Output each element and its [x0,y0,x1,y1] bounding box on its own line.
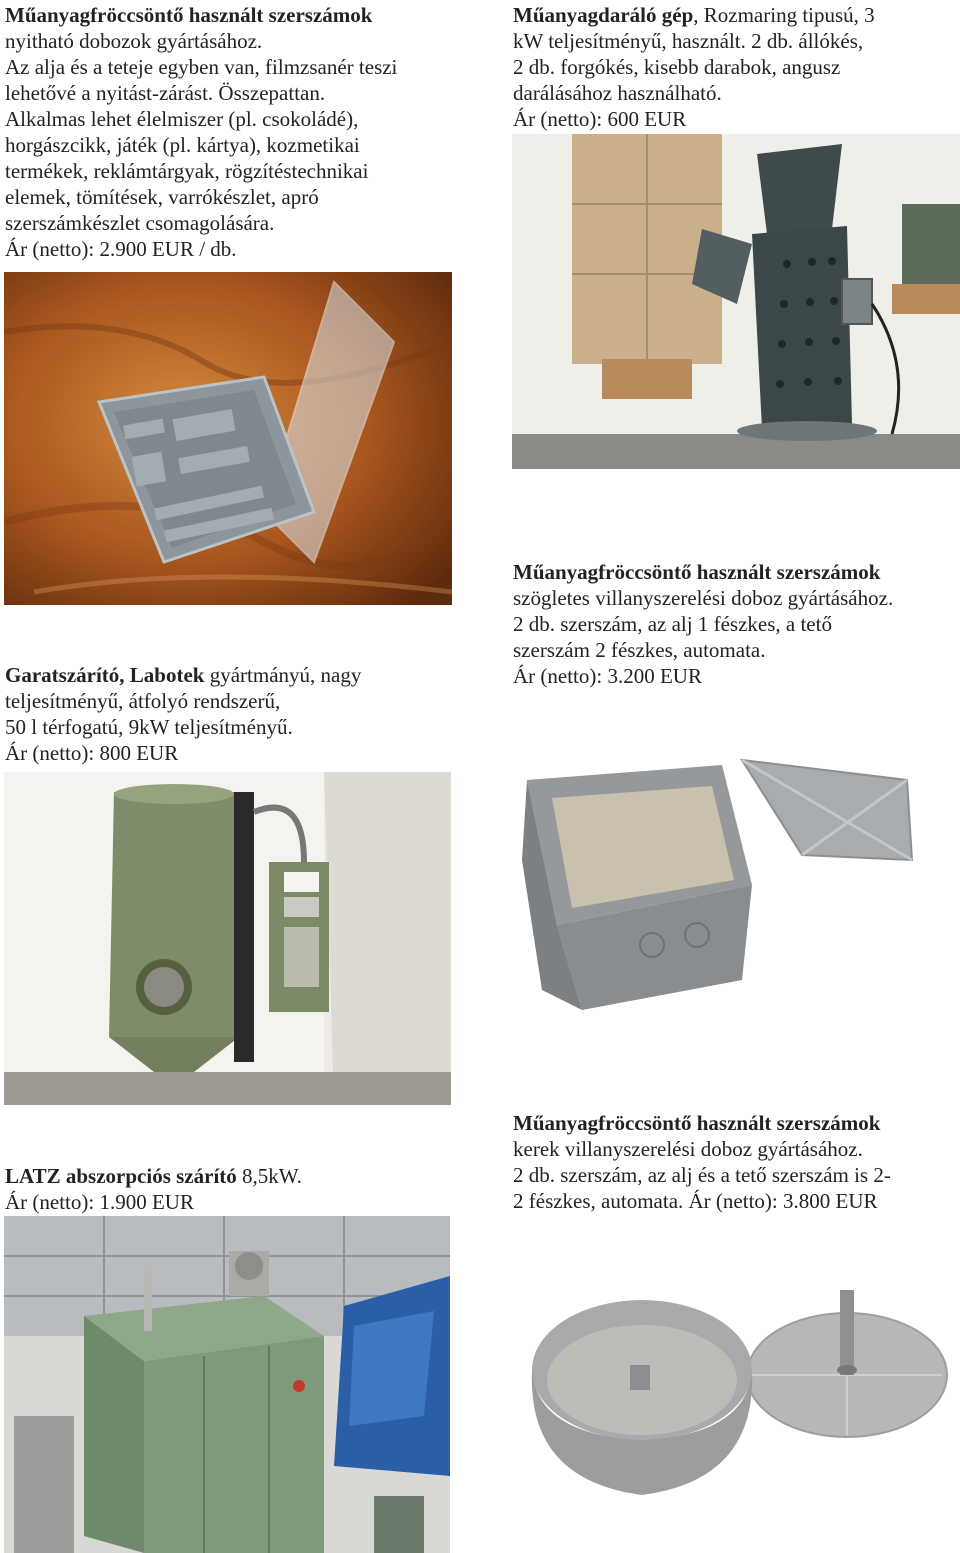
item-line: termékek, reklámtárgyak, rögzítéstechnikai [5,159,369,183]
item-line: 2 db. forgókés, kisebb darabok, angusz [513,55,841,79]
item-title-rest: , Rozmaring tipusú, 3 [693,3,875,27]
item-title-rest: gyártmányú, nagy [204,663,362,687]
item-price: Ár (netto): 2.900 EUR / db. [5,237,237,261]
item-price: Ár (netto): 800 EUR [5,741,179,765]
item-line: szerszám 2 fészkes, automata. [513,638,766,662]
item-title-rest: 8,5kW. [236,1164,302,1188]
item-line: 2 db. szerszám, az alj és a tető szerszám is 2- [513,1163,891,1187]
item-title: Műanyagfröccsöntő használt szerszámok [513,1111,881,1135]
item-line: nyitható dobozok gyártásához. [5,29,263,53]
item-line: Alkalmas lehet élelmiszer (pl. csokoládé), [5,107,359,131]
item-price: Ár (netto): 3.200 EUR [513,664,702,688]
photo-round-box [512,1220,960,1553]
item-price: Ár (netto): 600 EUR [513,107,687,131]
item-price: Ár (netto): 1.900 EUR [5,1190,194,1214]
item-box-mould-text [5,2,455,262]
item-line: horgászcikk, játék (pl. kártya), kozmetikai [5,133,360,157]
item-title: Műanyagdaráló gép [513,3,694,27]
item-dryer-text [5,662,455,766]
item-line: szerszámkészlet csomagolására. [5,211,275,235]
photo-grinder [512,134,960,469]
item-line: lehetővé a nyitást-zárást. Összepattan. [5,81,326,105]
item-line: kerek villanyszerelési doboz gyártásához. [513,1137,863,1161]
item-title: Műanyagfröccsöntő használt szerszámok [513,560,881,584]
item-line: kW teljesítményű, használt. 2 db. állókés, [513,29,864,53]
item-grinder-text [513,2,953,132]
photo-hopper-dryer [4,772,451,1105]
item-title: LATZ abszorpciós szárító [5,1164,237,1188]
item-title: Műanyagfröccsöntő használt szerszámok [5,3,373,27]
photo-square-box [512,690,960,1022]
item-square-box-mould-text [513,559,953,689]
item-line: elemek, tömítések, varrókészlet, apró [5,185,319,209]
item-round-box-mould-text [513,1110,953,1214]
item-line: 2 fészkes, automata. Ár (netto): 3.800 EUR [513,1189,878,1213]
photo-clear-box [4,272,452,605]
item-line: darálásához használható. [513,81,722,105]
item-title: Garatszárító, Labotek [5,663,205,687]
item-line: teljesítményű, átfolyó rendszerű, [5,689,281,713]
item-line: szögletes villanyszerelési doboz gyártásához. [513,586,894,610]
photo-latz-dryer [4,1216,450,1553]
item-latz-dryer-text [5,1163,455,1215]
item-line: 50 l térfogatú, 9kW teljesítményű. [5,715,293,739]
item-line: 2 db. szerszám, az alj 1 fészkes, a tető [513,612,832,636]
item-line: Az alja és a teteje egyben van, filmzsanér teszi [5,55,398,79]
